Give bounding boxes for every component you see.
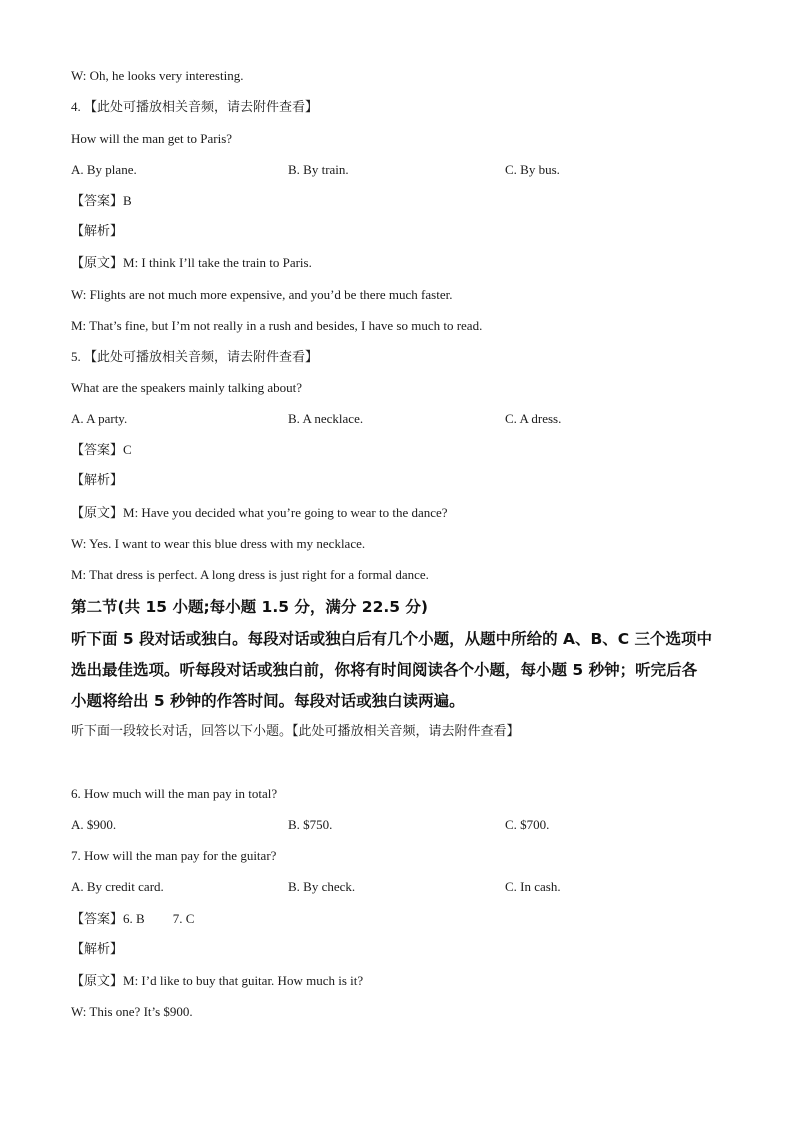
option-c: C. $700. (505, 817, 550, 832)
answer-label: 【答案】 (71, 443, 124, 458)
analysis-label: 【解析】 (71, 473, 124, 488)
transcript-line: M: That dress is perfect. A long dress is just right for a formal dance. (71, 567, 429, 582)
section-instruction: 小题将给出 5 秒钟的作答时间。每段对话或独白读两遍。 (71, 692, 465, 710)
transcript-line (71, 504, 448, 523)
option-b: B. $750. (288, 817, 333, 832)
option-b: B. A necklace. (288, 411, 364, 426)
question-5-text: What are the speakers mainly talking about? (71, 380, 303, 395)
option-b: B. By train. (288, 162, 349, 177)
question-4-text: How will the man get to Paris? (71, 131, 233, 146)
transcript-line (71, 972, 363, 991)
transcript-text: M: Have you decided what you’re going to wear to the dance? (123, 505, 448, 520)
option-c: C. In cash. (505, 879, 561, 894)
answer-label: 【答案】 (71, 912, 124, 927)
option-a: A. A party. (71, 411, 128, 426)
audio-placeholder-link[interactable]: 【此处可播放相关音频，请去附件查看】 (84, 350, 319, 365)
transcript-line (71, 254, 312, 273)
section-instruction: 选出最佳选项。听每段对话或独白前，你将有时间阅读各个小题，每小题 5 秒钟；听完后各 (71, 661, 698, 679)
section-title: 第二节(共 15 小题;每小题 1.5 分，满分 22.5 分) (71, 598, 429, 616)
option-c: C. A dress. (505, 411, 562, 426)
option-a: A. By plane. (71, 162, 137, 177)
option-a: A. $900. (71, 817, 117, 832)
dialogue-line: W: Oh, he looks very interesting. (71, 68, 244, 83)
answer-value: C (123, 442, 132, 457)
option-a: A. By credit card. (71, 879, 164, 894)
answer-line (71, 192, 132, 211)
question-6-text: 6. How much will the man pay in total? (71, 786, 278, 801)
answer-label: 【答案】 (71, 194, 124, 209)
answer-value: 6. B (123, 911, 145, 926)
transcript-label: 【原文】 (71, 256, 124, 271)
transcript-line: W: Yes. I want to wear this blue dress with my necklace. (71, 536, 366, 551)
answer-line (71, 910, 194, 929)
question-5-header (71, 348, 318, 367)
question-number: 5. (71, 349, 84, 364)
transcript-text: M: I think I’ll take the train to Paris. (123, 255, 312, 270)
transcript-text: M: I’d like to buy that guitar. How much is it? (123, 973, 364, 988)
question-7-text: 7. How will the man pay for the guitar? (71, 848, 277, 863)
transcript-line: W: Flights are not much more expensive, and you’d be there much faster. (71, 287, 453, 302)
dialog-intro[interactable]: 听下面一段较长对话，回答以下小题。【此处可播放相关音频，请去附件查看】 (71, 724, 520, 739)
audio-placeholder-link[interactable]: 【此处可播放相关音频，请去附件查看】 (84, 100, 319, 115)
option-b: B. By check. (288, 879, 356, 894)
analysis-label: 【解析】 (71, 224, 124, 239)
transcript-line: W: This one? It’s $900. (71, 1004, 193, 1019)
answer-line (71, 441, 132, 460)
transcript-label: 【原文】 (71, 974, 124, 989)
transcript-label: 【原文】 (71, 506, 124, 521)
section-instruction: 听下面 5 段对话或独白。每段对话或独白后有几个小题，从题中所给的 A、B、C 三个选项中 (71, 630, 713, 648)
analysis-label: 【解析】 (71, 942, 124, 957)
answer-value: B (123, 193, 132, 208)
question-4-header (71, 98, 318, 117)
option-c: C. By bus. (505, 162, 560, 177)
question-number: 4. (71, 99, 84, 114)
transcript-line: M: That’s fine, but I’m not really in a rush and besides, I have so much to read. (71, 318, 483, 333)
answer-value: 7. C (172, 911, 195, 926)
